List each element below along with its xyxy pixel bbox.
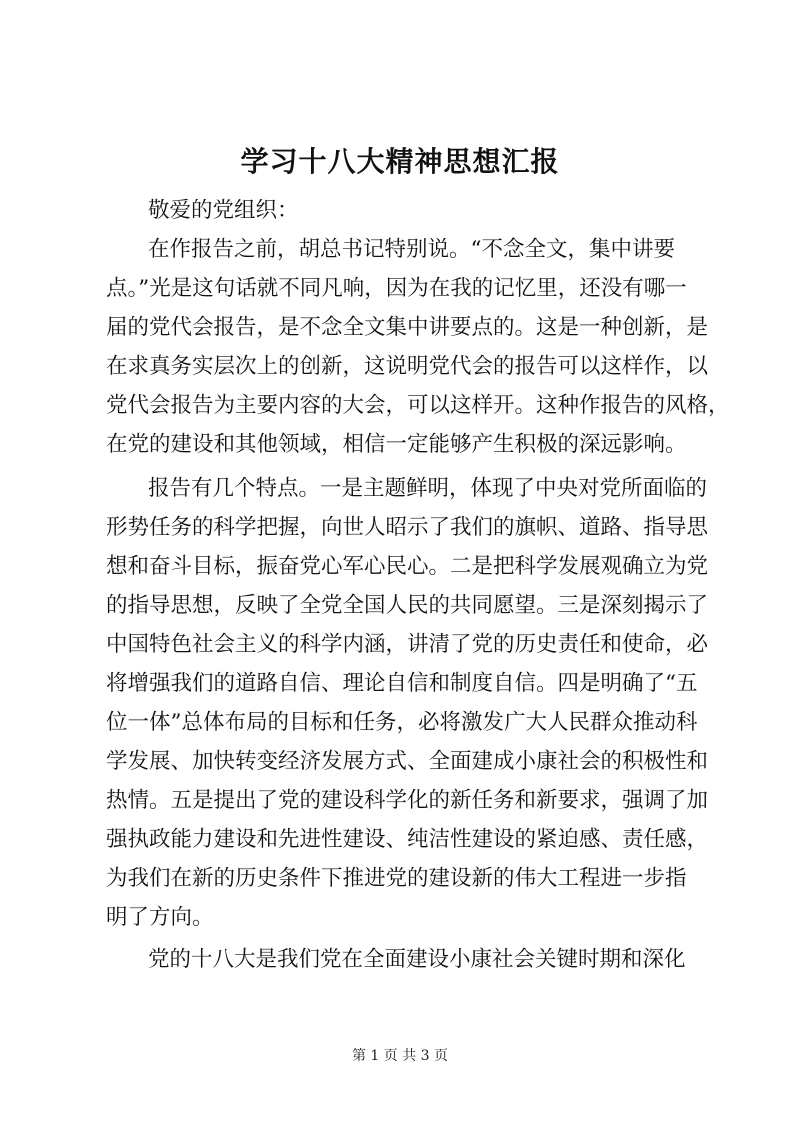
body-line: 明了方向。 [106,905,214,930]
body-line: 在党的建设和其他领域，相信一定能够产生积极的深远影响。 [106,432,687,457]
page-footer: 第 1 页 共 3 页 [351,1048,449,1064]
document-title: 学习十八大精神思想汇报 [240,145,560,178]
body-line: 将增强我们的道路自信、理论自信和制度自信。四是明确了“五 [106,671,698,696]
body-line: 届的党代会报告，是不念全文集中讲要点的。这是一种创新，是 [106,315,709,340]
body-line: 在求真务实层次上的创新，这说明党代会的报告可以这样作，以 [106,354,709,379]
body-line: 热情。五是提出了党的建设科学化的新任务和新要求，强调了加 [106,788,709,813]
body-line: 报告有几个特点。一是主题鲜明，体现了中央对党所面临的 [148,476,708,501]
body-line: 在作报告之前，胡总书记特别说。“不念全文，集中讲要 [148,237,675,262]
body-line: 中国特色社会主义的科学内涵，讲清了党的历史责任和使命，必 [106,632,709,657]
body-line: 为我们在新的历史条件下推进党的建设新的伟大工程进一步指 [106,866,687,891]
body-line: 党代会报告为主要内容的大会，可以这样开。这种作报告的风格， [106,393,730,418]
salutation-line: 敬爱的党组织： [148,198,299,223]
body-line: 党的十八大是我们党在全面建设小康社会关键时期和深化 [148,947,686,972]
body-line: 的指导思想，反映了全党全国人民的共同愿望。三是深刻揭示了 [106,593,709,618]
body-line: 学发展、加快转变经济发展方式、全面建成小康社会的积极性和 [106,749,709,774]
body-line: 强执政能力建设和先进性建设、纯洁性建设的紧迫感、责任感， [106,827,709,852]
body-line: 位一体”总体布局的目标和任务，必将激发广大人民群众推动科 [106,710,698,735]
body-line: 形势任务的科学把握，向世人昭示了我们的旗帜、道路、指导思 [106,515,709,540]
body-line: 想和奋斗目标，振奋党心军心民心。二是把科学发展观确立为党 [106,554,709,579]
body-line: 点。”光是这句话就不同凡响，因为在我的记忆里，还没有哪一 [106,276,687,301]
